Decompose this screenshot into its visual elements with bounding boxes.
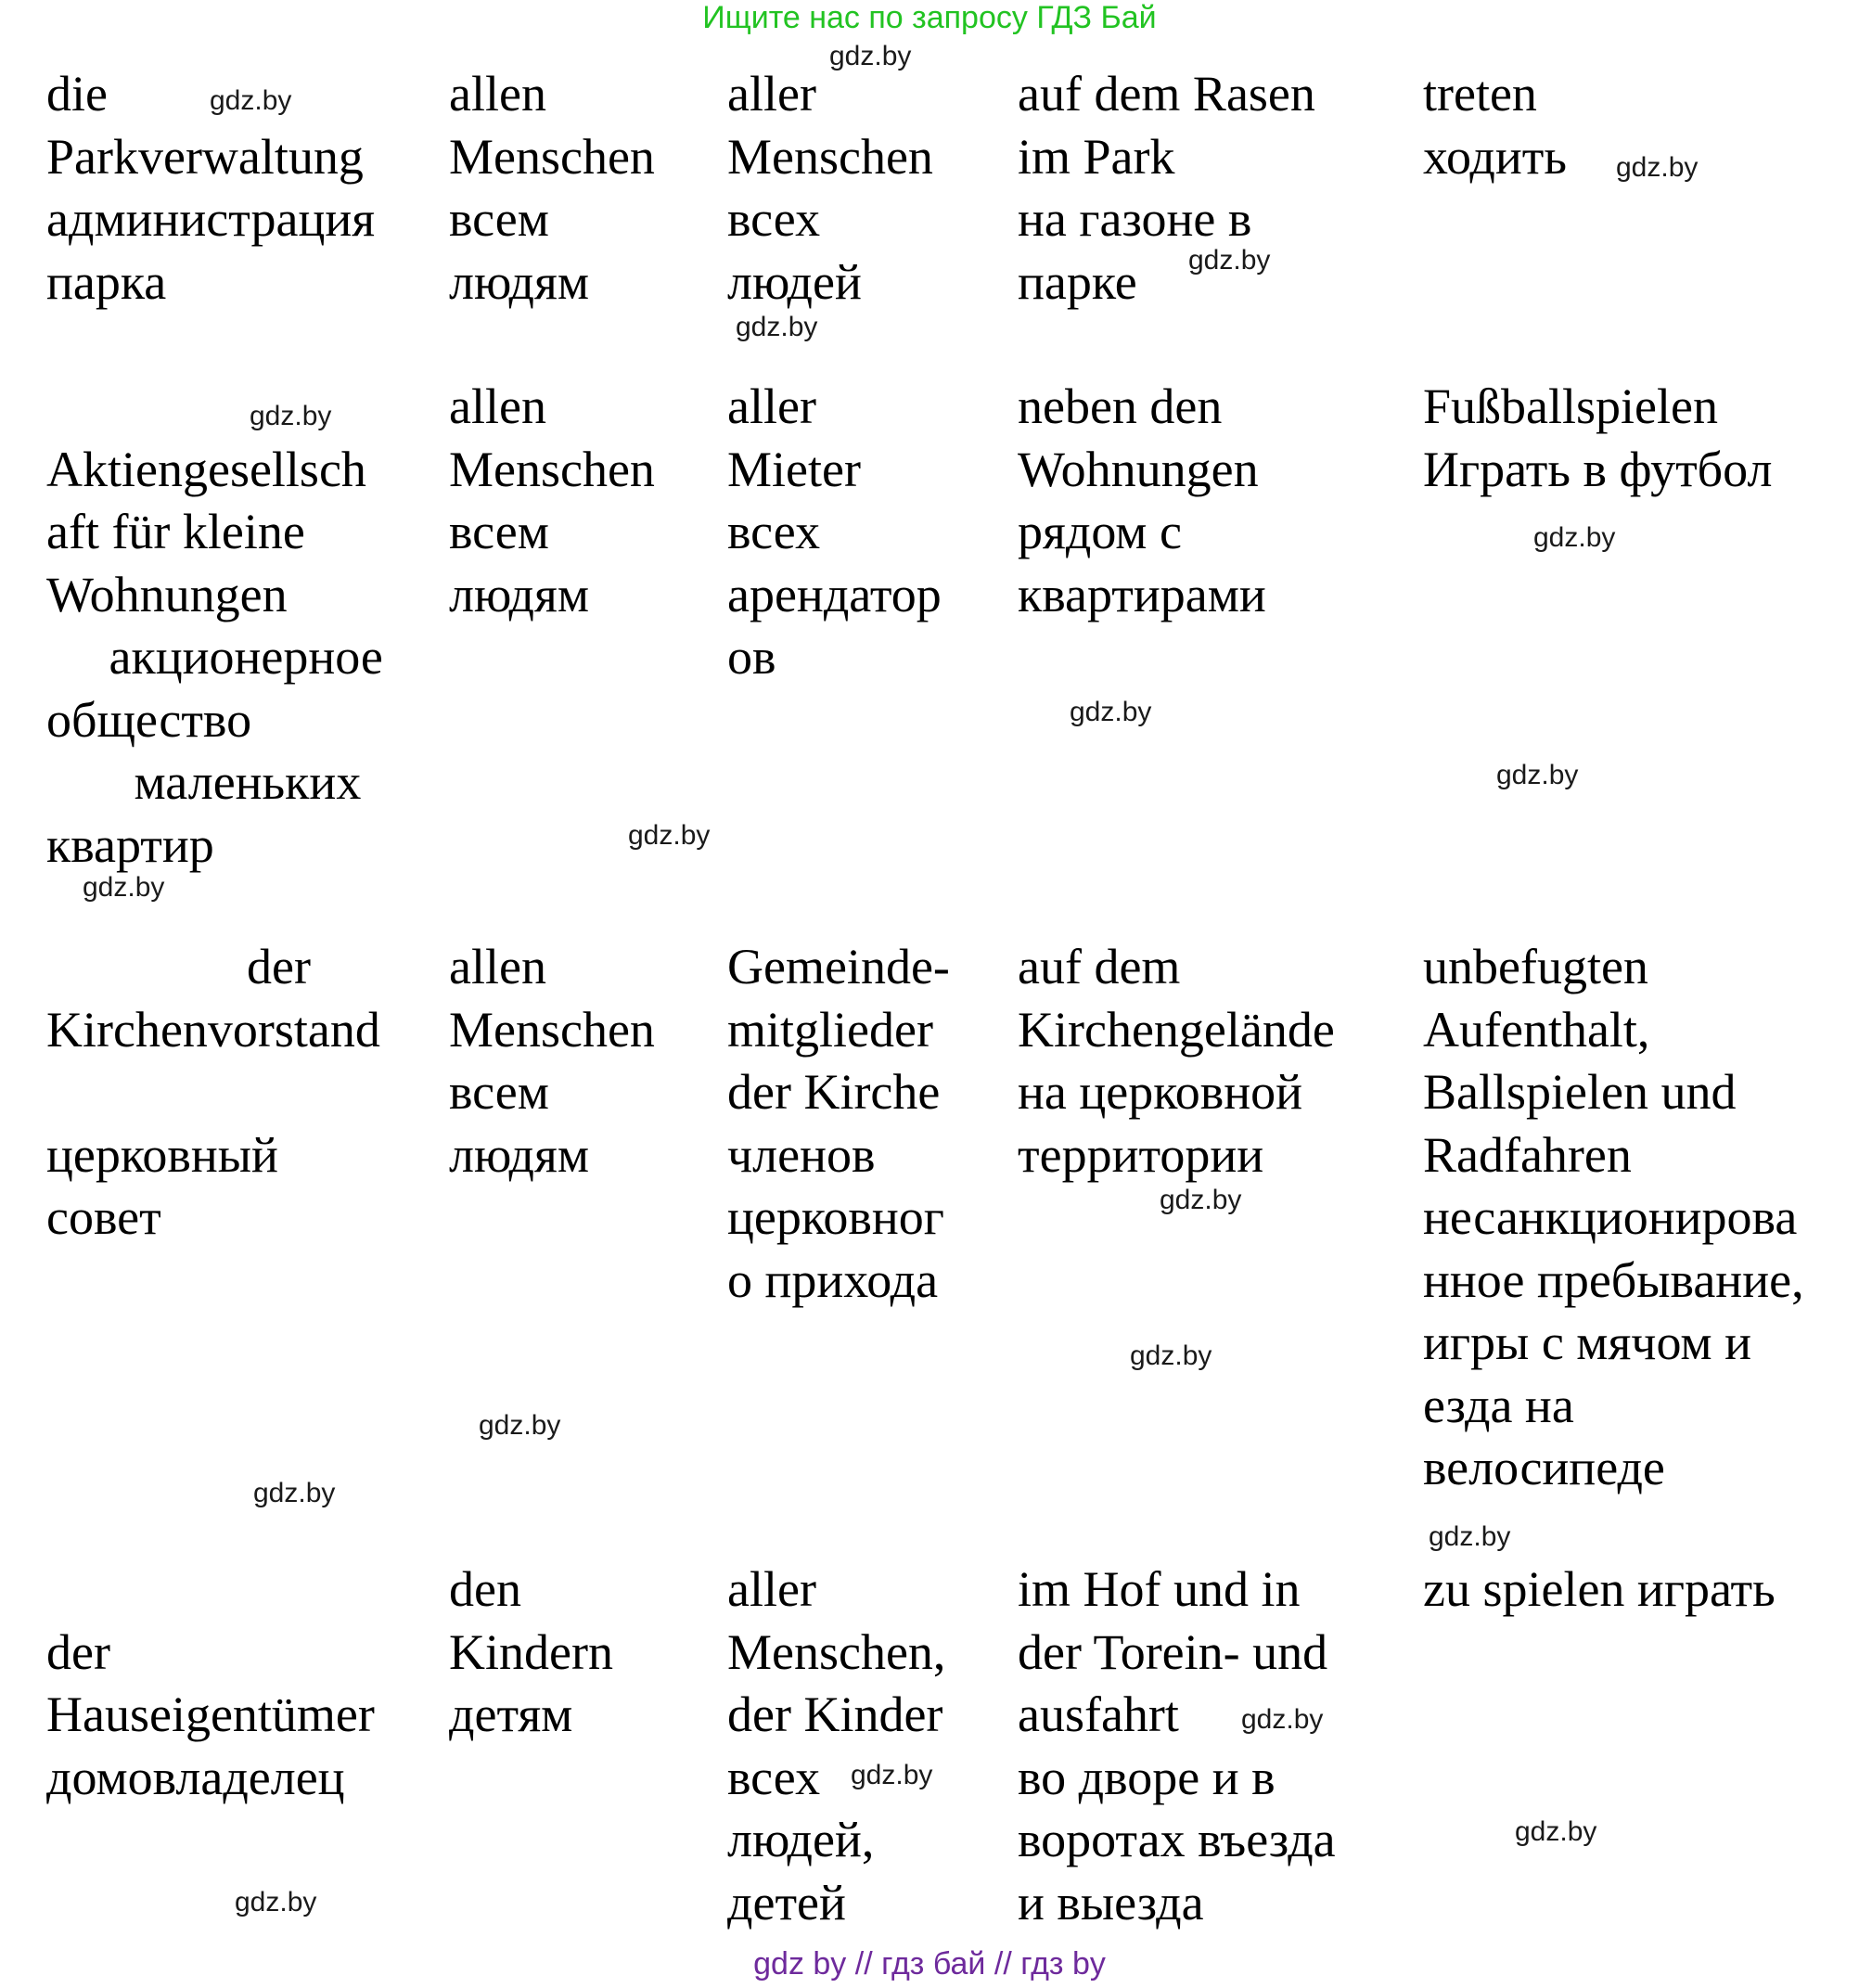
row2-dative: allen Menschen всем людям <box>449 378 655 622</box>
watermark: gdz.by <box>1429 1521 1511 1552</box>
row4-genitive: aller Menschen, der Kinder всех людей, детей <box>727 1561 946 1930</box>
watermark: gdz.by <box>1496 760 1579 790</box>
watermark: gdz.by <box>1241 1704 1324 1735</box>
watermark: gdz.by <box>736 312 818 342</box>
row1-dative: allen Menschen всем людям <box>449 66 655 310</box>
watermark: gdz.by <box>1515 1816 1597 1847</box>
row4-place: im Hof und in der Torein- und ausfahrt во дворе и в воротах въезда и выезда <box>1018 1561 1336 1930</box>
row2-place: neben den Wohnungen рядом с квартирами <box>1018 378 1266 622</box>
watermark: gdz.by <box>1070 697 1152 727</box>
row2-genitive: aller Mieter всех арендатор ов <box>727 378 942 685</box>
row4-dative: den Kindern детям <box>449 1561 613 1742</box>
watermark: gdz.by <box>83 872 165 903</box>
footer-links: gdz by // гдз бай // гдз by <box>753 1946 1106 1982</box>
row1-owner: die Parkverwaltung администрация парка <box>46 66 376 310</box>
row3-genitive: Gemeinde- mitglieder der Kirche членов церковног о прихода <box>727 939 950 1308</box>
row1-genitive: aller Menschen всех людей <box>727 66 933 310</box>
watermark: gdz.by <box>210 85 292 116</box>
watermark: gdz.by <box>851 1760 933 1790</box>
watermark: gdz.by <box>1533 522 1616 553</box>
row2-owner: Aktiengesellsch aft für kleine Wohnungen акционерное общество маленьких квартир <box>46 441 383 873</box>
watermark: gdz.by <box>628 820 711 851</box>
watermark: gdz.by <box>253 1478 336 1508</box>
row2-action: Fußballspielen Играть в футбол <box>1423 378 1773 497</box>
watermark: gdz.by <box>1188 245 1271 276</box>
watermark: gdz.by <box>250 401 332 431</box>
row3-action: unbefugten Aufenthalt, Ballspielen und Radfahren несанкционирова нное пребывание, игры с мячом и езда на велосипеде <box>1423 939 1804 1495</box>
row1-action: treten ходить <box>1423 66 1567 185</box>
watermark: gdz.by <box>479 1410 561 1441</box>
row1-place: auf dem Rasen im Park на газоне в парке <box>1018 66 1315 310</box>
row4-owner: der Hauseigentümer домовладелец <box>46 1623 375 1805</box>
search-banner: Ищите нас по запросу ГДЗ Бай <box>702 0 1157 35</box>
watermark: gdz.by <box>1160 1185 1242 1215</box>
watermark: gdz.by <box>1130 1340 1212 1371</box>
row3-place: auf dem Kirchengelände на церковной территории <box>1018 939 1335 1183</box>
watermark: gdz.by <box>829 41 912 71</box>
watermark: gdz.by <box>235 1887 317 1917</box>
row3-owner: der Kirchenvorstand церковный совет <box>46 939 380 1245</box>
row4-action: zu spielen играть <box>1423 1561 1776 1617</box>
watermark: gdz.by <box>1616 152 1699 183</box>
row3-dative: allen Menschen всем людям <box>449 939 655 1183</box>
